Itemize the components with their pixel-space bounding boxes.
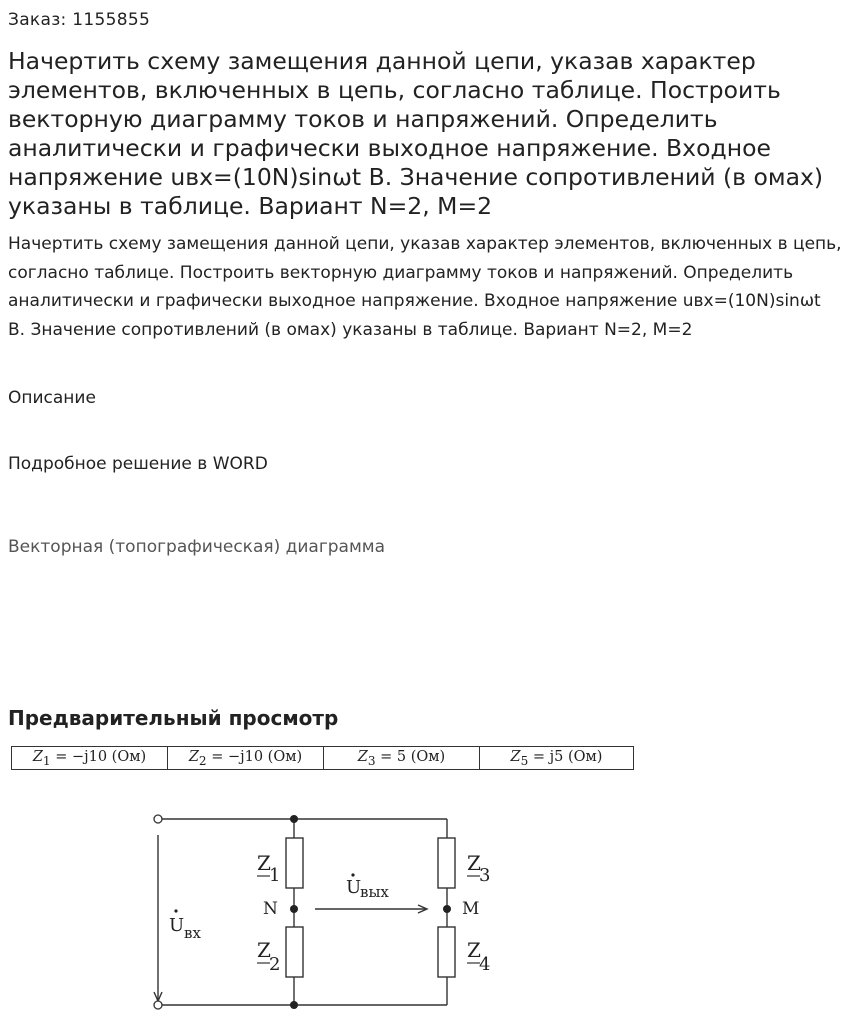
task-description: Начертить схему замещения данной цепи, указав характер элементов, включенных в цепь, согласно таблице. Построить векторную диаграмму токов и напряжений. Определить аналитически и графически выходное напряжение. Входное напряжение uвх=(10N)sinωt В. Значение сопротивлений (в омах) указаны в таблице. Вариант N=2, M=2 <box>8 234 842 340</box>
u-in-label: U <box>169 915 185 936</box>
node-m-dot <box>443 905 451 913</box>
vector-diagram-link[interactable]: Векторная (топографическая) диаграмма <box>8 537 386 557</box>
table-cell <box>324 747 480 770</box>
node-m-label: M <box>462 899 480 919</box>
u-out-label: U <box>346 877 362 898</box>
z-index: 1 <box>42 753 51 768</box>
junction-dot <box>290 1001 298 1009</box>
z-value: = −j10 (Ом) <box>211 748 303 765</box>
z4-label: Z <box>467 938 481 962</box>
input-terminal-bottom <box>154 1001 162 1009</box>
z3-label: Z <box>467 851 481 875</box>
z-index: 5 <box>520 753 529 768</box>
table-cell <box>480 747 634 770</box>
description-label: Описание <box>8 388 96 408</box>
z2-label: Z <box>257 938 271 962</box>
z-symbol: Z <box>357 748 368 765</box>
table-row <box>12 747 634 770</box>
u-out-sub: вых <box>360 883 389 901</box>
z4-index: 4 <box>479 954 491 975</box>
node-n-dot <box>290 905 298 913</box>
z1-label: Z <box>257 851 271 875</box>
preview-heading: Предварительный просмотр <box>8 706 339 730</box>
u-in-sub: вх <box>184 924 201 942</box>
z3-resistor <box>438 838 455 888</box>
z-symbol: Z <box>188 748 199 765</box>
z3-index: 3 <box>479 865 491 886</box>
z-index: 2 <box>198 753 207 768</box>
z1-index: 1 <box>269 865 281 886</box>
z-index: 3 <box>367 753 376 768</box>
z-symbol: Z <box>32 748 43 765</box>
junction-dot <box>290 815 298 823</box>
order-number: Заказ: 1155855 <box>8 10 151 30</box>
z-value: = 5 (Ом) <box>380 748 446 765</box>
z-value: = −j10 (Ом) <box>55 748 147 765</box>
page-title: Начертить схему замещения данной цепи, указав характер элементов, включенных в цепь, согласно таблице. Построить векторную диаграмму токов и напряжений. Определить аналитически и графически выходное напряжение. Входное напряжение uвх=(10N)sinωt В. Значение сопротивлений (в омах) указаны в таблице. Вариант N=2, M=2 <box>8 47 824 220</box>
z2-resistor <box>286 927 303 977</box>
z4-resistor <box>438 927 455 977</box>
node-n-label: N <box>263 899 278 919</box>
u-in-dot <box>174 909 177 912</box>
impedance-table <box>11 746 634 770</box>
table-cell <box>168 747 324 770</box>
input-terminal-top <box>154 815 162 823</box>
solution-note: Подробное решение в WORD <box>8 454 268 474</box>
circuit-diagram <box>0 790 847 1025</box>
table-cell <box>12 747 168 770</box>
z-symbol: Z <box>510 748 521 765</box>
z1-resistor <box>286 838 303 888</box>
z-value: = j5 (Ом) <box>532 748 603 765</box>
z2-index: 2 <box>269 954 281 975</box>
